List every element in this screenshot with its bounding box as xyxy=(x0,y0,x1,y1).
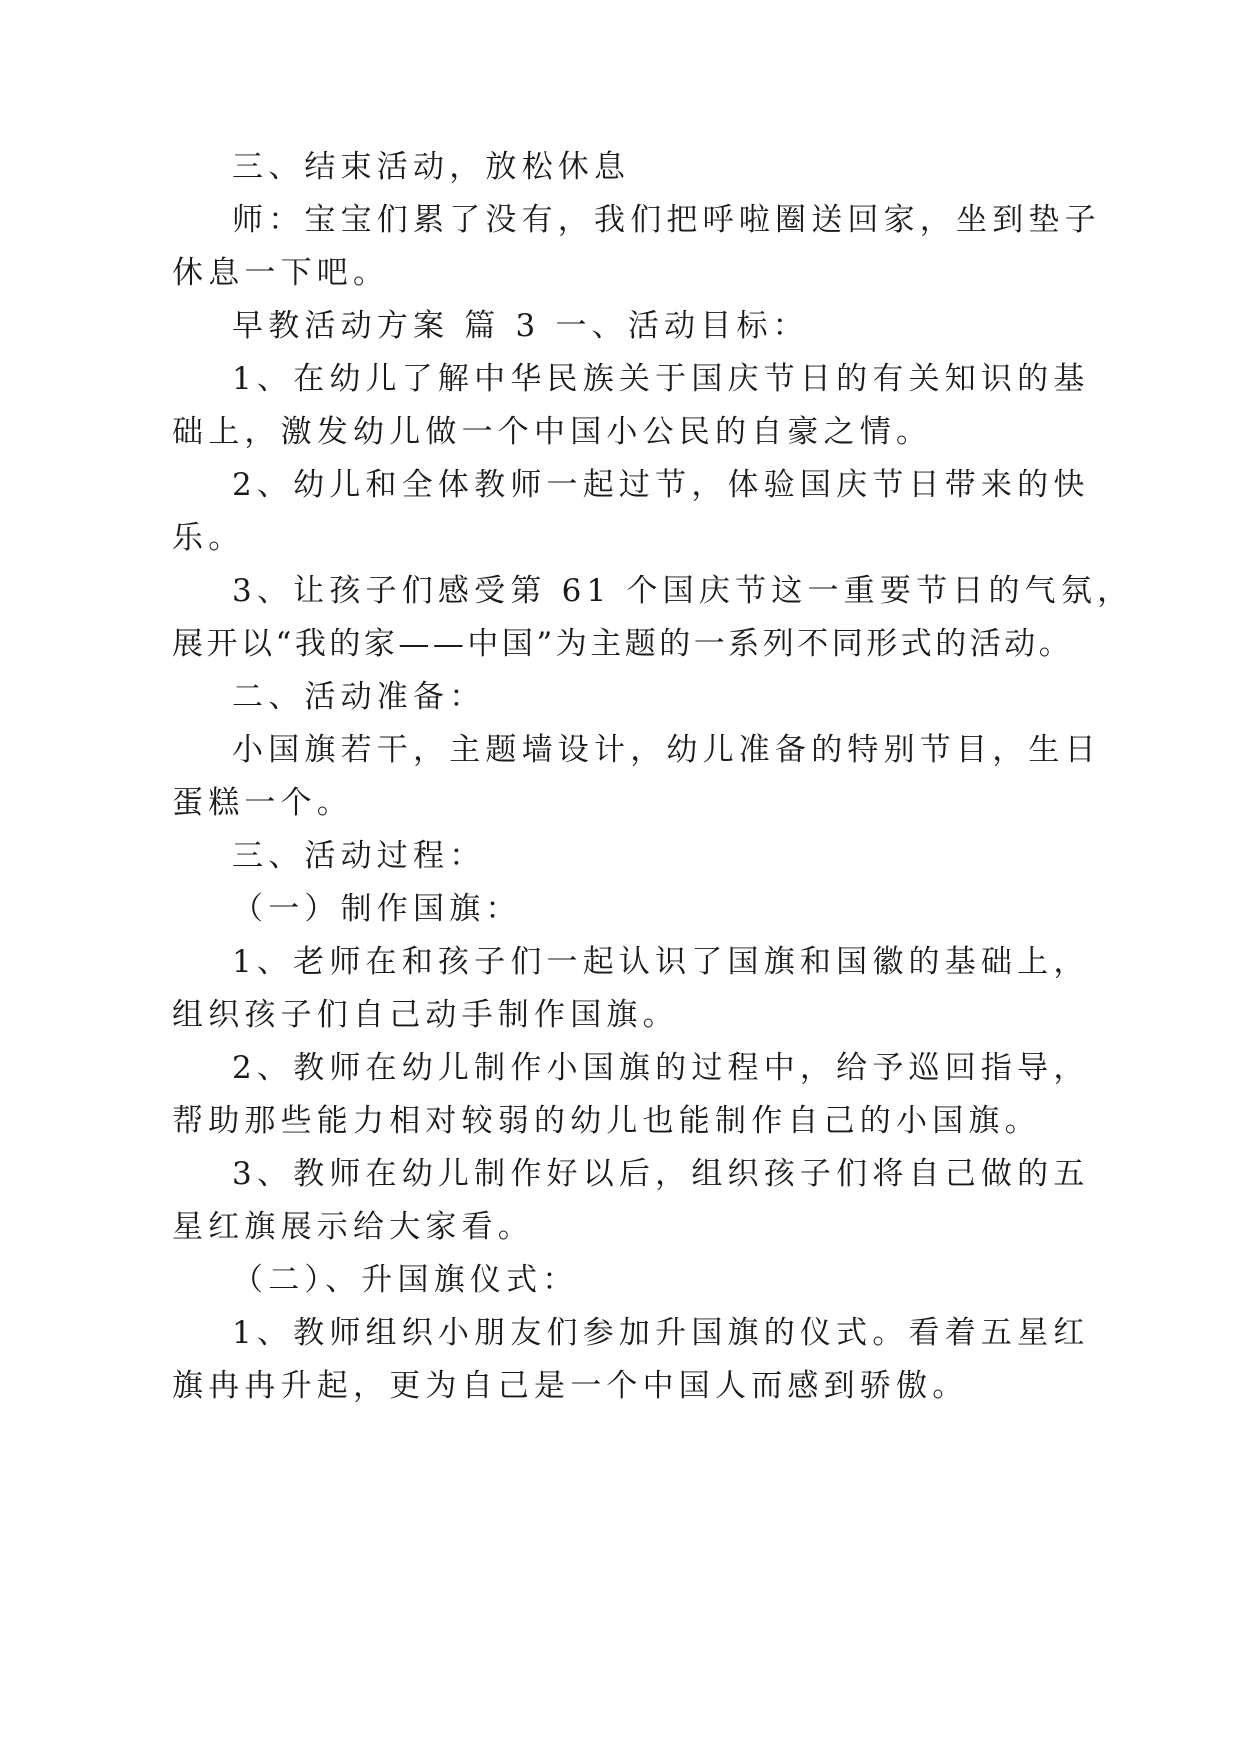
paragraph-line: 帮助那些能力相对较弱的幼儿也能制作自己的小国旗。 xyxy=(172,1103,1041,1139)
subsection-heading: （二）、升国旗仪式： xyxy=(232,1262,579,1298)
paragraph-line: 2、教师在幼儿制作小国旗的过程中，给予巡回指导， xyxy=(232,1050,1090,1086)
paragraph-line: 星红旗展示给大家看。 xyxy=(172,1209,534,1245)
paragraph-line: 小国旗若干，主题墙设计，幼儿准备的特别节目，生日 xyxy=(232,732,1101,768)
section-heading: 早教活动方案 篇 3 一、活动目标： xyxy=(232,308,809,344)
paragraph-line: 乐。 xyxy=(172,520,245,556)
subsection-heading: （一）制作国旗： xyxy=(232,891,522,927)
paragraph-line: 组织孩子们自己动手制作国旗。 xyxy=(172,997,679,1033)
paragraph-line: 3、让孩子们感受第 61 个国庆节这一重要节日的气氛， xyxy=(232,573,1134,609)
paragraph-line: 础上，激发幼儿做一个中国小公民的自豪之情。 xyxy=(172,414,933,450)
paragraph-line: 1、在幼儿了解中华民族关于国庆节日的有关知识的基 xyxy=(232,361,1090,397)
paragraph-line: 展开以“我的家——中国”为主题的一系列不同形式的活动。 xyxy=(172,626,1074,662)
paragraph-line: 蛋糕一个。 xyxy=(172,785,353,821)
paragraph-line: 1、教师组织小朋友们参加升国旗的仪式。看着五星红 xyxy=(232,1315,1090,1351)
section-heading: 三、结束活动，放松休息 xyxy=(232,149,631,185)
paragraph-line: 2、幼儿和全体教师一起过节，体验国庆节日带来的快 xyxy=(232,467,1090,503)
section-heading: 二、活动准备： xyxy=(232,679,486,715)
paragraph-line: 师：宝宝们累了没有，我们把呼啦圈送回家，坐到垫子 xyxy=(232,202,1101,238)
paragraph-line: 旗冉冉升起，更为自己是一个中国人而感到骄傲。 xyxy=(172,1368,969,1404)
paragraph-line: 休息一下吧。 xyxy=(172,255,390,291)
paragraph-line: 1、老师在和孩子们一起认识了国旗和国徽的基础上， xyxy=(232,944,1090,980)
paragraph-line: 3、教师在幼儿制作好以后，组织孩子们将自己做的五 xyxy=(232,1156,1090,1192)
section-heading: 三、活动过程： xyxy=(232,838,486,874)
